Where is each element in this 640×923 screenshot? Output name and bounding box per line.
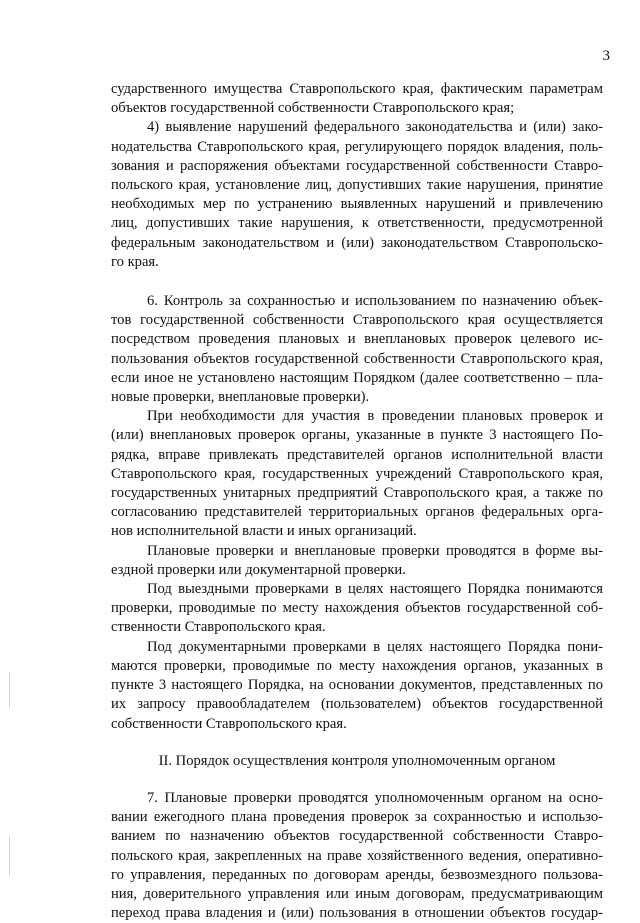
text-line: нодательства Ставропольского края, регулирующего порядок владения, поль- [111,138,603,155]
text-line: 4) выявление нарушений федерального законодательства и (или) зако- [147,119,603,136]
text-line: их запросу правообладателем (пользователем) объектов государственной [111,696,603,713]
paragraph-3 [111,292,603,407]
text-line: Ставропольского края, государственных учреждений Ставропольского края, [111,465,603,482]
page-number: 3 [602,48,610,64]
text-line: маются проверки, проводимые по месту нахождения органов, указанных в [111,657,603,674]
text-line: посредством проведения плановых и внеплановых проверок целевого ис- [111,331,603,348]
heading-gap [111,734,603,752]
text-line: федеральным законодательством и (или) законодательством Ставропольско- [111,234,603,251]
paragraph-gap [111,272,603,292]
text-line: ния, доверительного управления или иным договорам, предусматривающим [111,885,603,902]
text-line: сударственного имущества Ставропольского края, фактическим параметрам [111,81,603,97]
text-line: (или) внеплановых проверок органы, указанные в пункте 3 настоящего По- [111,427,603,444]
text-line: го управления, переданных по договорам аренды, безвозмездного пользова- [111,866,603,883]
text-line: необходимых мер по устранению выявленных нарушений и привлечению [111,196,603,213]
paragraph-4 [111,407,603,541]
text-line: 7. Плановые проверки проводятся уполномоченным органом на осно- [147,789,603,806]
text-line: польского края, закрепленных на праве хозяйственного ведения, оперативно- [111,847,603,864]
text-line: зования и распоряжения объектами государственной собственности Ставро- [111,157,603,174]
scan-margin-mark [9,672,10,708]
paragraph-8 [111,789,603,923]
text-line: нов исполнительной власти и иных организаций. [111,523,417,540]
text-line: польского края, установление лиц, допустивших такие нарушения, принятие [111,177,603,194]
text-line: рядка, вправе привлекать представителей органов исполнительной власти [111,446,603,463]
paragraph-5 [111,542,603,580]
scan-margin-mark [9,836,10,876]
text-line: государственных унитарных предприятий Ставропольского края, а также по [111,485,603,502]
text-line: ственности Ставропольского края. [111,619,326,636]
text-line: пункте 3 настоящего Порядка, на основании документов, представленных по [111,677,603,694]
text-line: согласованию представителей территориальных органов федеральных орга- [111,504,603,521]
document-body [111,80,603,923]
text-line: переход права владения и (или) пользования в отношении объектов государ- [111,905,603,922]
text-line: Под выездными проверками в целях настоящего Порядка понимаются [147,581,603,598]
text-line: Плановые проверки и внеплановые проверки проводятся в форме вы- [147,542,603,559]
paragraph-7 [111,638,603,734]
text-line: лиц, допустивших такие нарушения, к ответственности, предусмотренной [111,215,603,232]
paragraph-1 [111,80,603,118]
text-line: если иное не установлено настоящим Порядком (далее соответственно – пла- [111,369,603,386]
text-line: ванием по назначению объектов государственной собственности Ставро- [111,828,603,845]
text-line: тов государственной собственности Ставропольского края осуществляется [111,312,603,329]
text-line: ездной проверки или документарной проверки. [111,561,406,578]
text-line: вании ежегодного плана проведения проверок за сохранностью и использо- [111,809,603,826]
text-line: объектов государственной собственности Ставропольского края; [111,100,515,117]
paragraph-2 [111,118,603,272]
text-line: пользования объектов государственной собственности Ставропольского края, [111,350,603,367]
text-line: собственности Ставропольского края. [111,715,347,732]
text-line: Под документарными проверками в целях настоящего Порядка пони- [147,638,603,655]
text-line: проверки, проводимые по месту нахождения объектов государственной соб- [111,600,603,617]
text-line: При необходимости для участия в проведении плановых проверок и [147,408,603,425]
section-heading: II. Порядок осуществления контроля уполномоченным органом [158,752,556,769]
text-line: новые проверки, внеплановые проверки). [111,389,370,406]
heading-gap [111,771,603,789]
text-line: 6. Контроль за сохранностью и использованием по назначению объек- [147,293,603,310]
paragraph-6 [111,580,603,638]
text-line: го края. [111,253,159,270]
